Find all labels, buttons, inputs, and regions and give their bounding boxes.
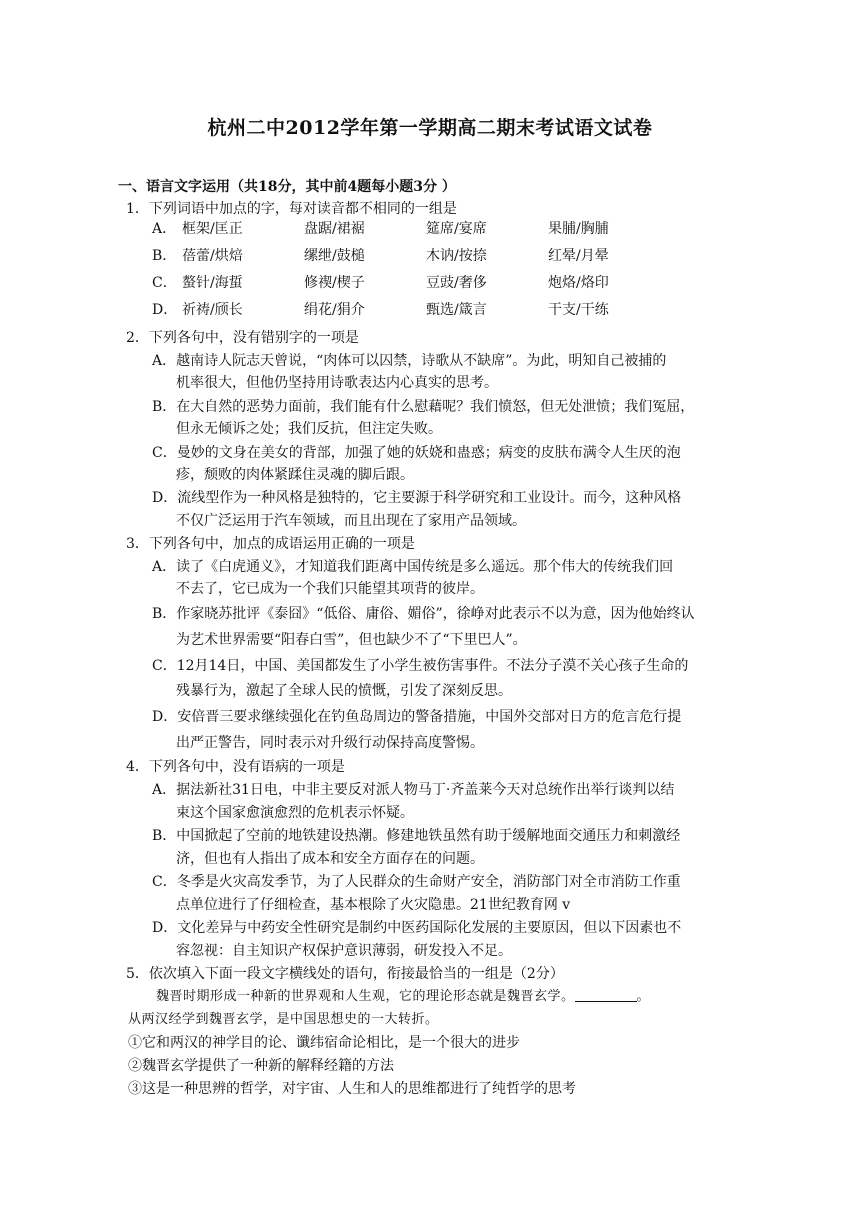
option-label: D． <box>152 302 178 318</box>
question-3-stem: 3．下列各句中，加点的成语运用正确的一项是 <box>126 536 415 552</box>
q4-line: C．冬季是火灾高发季节，为了人民群众的生命财产安全，消防部门对全市消防工作重 <box>152 874 681 890</box>
word-pair: 炮烙/烙印 <box>548 275 609 291</box>
word-pair: 缧绁/鼓槌 <box>304 248 365 264</box>
q3-line: 残暴行为，激起了全球人民的愤慨，引发了深刻反思。 <box>176 683 512 699</box>
word-pair: 螯针/海蜇 <box>182 275 243 291</box>
q2-line: 但永无倾诉之处；我们反抗，但注定失败。 <box>176 421 442 437</box>
page-title: 杭州二中2012学年第一学期高二期末考试语文试卷 <box>207 117 653 139</box>
word-pair: 框架/匡正 <box>182 221 243 237</box>
word-pair: 蓓蕾/烘焙 <box>182 248 243 264</box>
passage-end: 。 <box>636 989 651 1004</box>
q1-option-a <box>152 219 609 239</box>
word-pair: 豆豉/奢侈 <box>426 275 487 291</box>
q3-line: C．12月14日，中国、美国都发生了小学生被伤害事件。不法分子漠不关心孩子生命的 <box>152 658 689 674</box>
q1-option-c <box>152 273 609 293</box>
q5-item: ③这是一种思辨的哲学，对宇宙、人生和人的思维都进行了纯哲学的思考 <box>128 1081 576 1097</box>
q4-line: 束这个国家愈演愈烈的危机表示怀疑。 <box>176 805 414 821</box>
q3-line: 出严正警告，同时表示对升级行动保持高度警惕。 <box>176 735 484 751</box>
section-heading: 一、语言文字运用（共18分，其中前4题每小题3分 ） <box>118 179 456 195</box>
word-pair: 木讷/按捺 <box>426 248 487 264</box>
q2-line: A．越南诗人阮志天曾说，“肉体可以囚禁，诗歌从不缺席”。为此，明知自己被捕的 <box>152 353 667 369</box>
q2-line: 机率很大，但他仍坚持用诗歌表达内心真实的思考。 <box>176 375 498 391</box>
word-pair: 干支/干练 <box>548 302 609 318</box>
q3-line: 不去了，它已成为一个我们只能望其项背的彼岸。 <box>176 581 484 597</box>
q4-line: A．据法新社31日电，中非主要反对派人物马丁·齐盖莱今天对总统作出举行谈判以结 <box>152 782 675 798</box>
q4-line: 点单位进行了仔细检查，基本根除了火灾隐患。21世纪教育网 v <box>176 897 571 913</box>
q3-line: D．安倍晋三要求继续强化在钓鱼岛周边的警备措施，中国外交部对日方的危言危行提 <box>152 709 682 725</box>
word-pair: 祈祷/颀长 <box>182 302 243 318</box>
q1-option-b <box>152 246 609 266</box>
q5-item: ②魏晋玄学提供了一种新的解释经籍的方法 <box>128 1058 394 1074</box>
option-label: B． <box>152 248 177 264</box>
q4-line: D．文化差异与中药安全性研究是制约中医药国际化发展的主要原因，但以下因素也不 <box>152 920 682 936</box>
q4-line: 容忽视：自主知识产权保护意识薄弱，研发投入不足。 <box>176 943 512 959</box>
word-pair: 红晕/月晕 <box>548 248 609 264</box>
word-pair: 甄选/箴言 <box>426 302 487 318</box>
q5-item: ①它和两汉的神学目的论、谶纬宿命论相比，是一个很大的进步 <box>128 1035 520 1051</box>
q4-line: B．中国掀起了空前的地铁建设热潮。修建地铁虽然有助于缓解地面交通压力和刺激经 <box>152 828 681 844</box>
question-5-stem: 5．依次填入下面一段文字横线处的语句，衔接最恰当的一组是（2分） <box>126 966 564 982</box>
q2-line: 疹，颓败的肉体紧蹂住灵魂的脚后跟。 <box>176 467 414 483</box>
q4-line: 济，但也有人指出了成本和安全方面存在的问题。 <box>176 851 484 867</box>
q5-passage-line-1 <box>156 987 650 1007</box>
word-pair: 盘踞/裙裾 <box>304 221 365 237</box>
word-pair: 果脯/胸脯 <box>548 221 609 237</box>
q2-line: D．流线型作为一种风格是独特的，它主要源于科学研究和工业设计。而今，这种风格 <box>152 490 682 506</box>
word-pair: 筵席/宴席 <box>426 221 487 237</box>
word-pair: 修禊/楔子 <box>304 275 365 291</box>
word-pair: 绢花/狷介 <box>304 302 365 318</box>
q3-line: 为艺术世界需要“阳春白雪”，但也缺少不了“下里巴人”。 <box>176 632 527 648</box>
question-2-stem: 2．下列各句中，没有错别字的一项是 <box>126 330 359 346</box>
q3-line: A．读了《白虎通义》，才知道我们距离中国传统是多么遥远。那个伟大的传统我们回 <box>152 559 674 575</box>
q5-passage-line-2: 从两汉经学到魏晋玄学，是中国思想史的一大转折。 <box>128 1012 439 1027</box>
q2-line: C．曼妙的文身在美女的背部，加强了她的妖娆和蛊惑；病变的皮肤布满令人生厌的泡 <box>152 445 681 461</box>
option-label: A． <box>152 221 177 237</box>
question-4-stem: 4．下列各句中，没有语病的一项是 <box>126 759 345 775</box>
q1-option-d <box>152 300 609 320</box>
answer-blank <box>575 987 637 1002</box>
q2-line: B．在大自然的恶势力面前，我们能有什么慰藉呢？我们愤怒，但无处泄愤；我们冤屈， <box>152 399 695 415</box>
option-label: C． <box>152 275 177 291</box>
passage-text: 魏晋时期形成一种新的世界观和人生观，它的理论形态就是魏晋玄学。 <box>156 989 575 1004</box>
question-1-stem: 1．下列词语中加点的字，每对读音都不相同的一组是 <box>126 201 457 217</box>
q3-line: B．作家晓苏批评《泰囧》“低俗、庸俗、媚俗”，徐峥对此表示不以为意，因为他始终认 <box>152 606 695 622</box>
q2-line: 不仅广泛运用于汽车领域，而且出现在了家用产品领域。 <box>176 513 526 529</box>
